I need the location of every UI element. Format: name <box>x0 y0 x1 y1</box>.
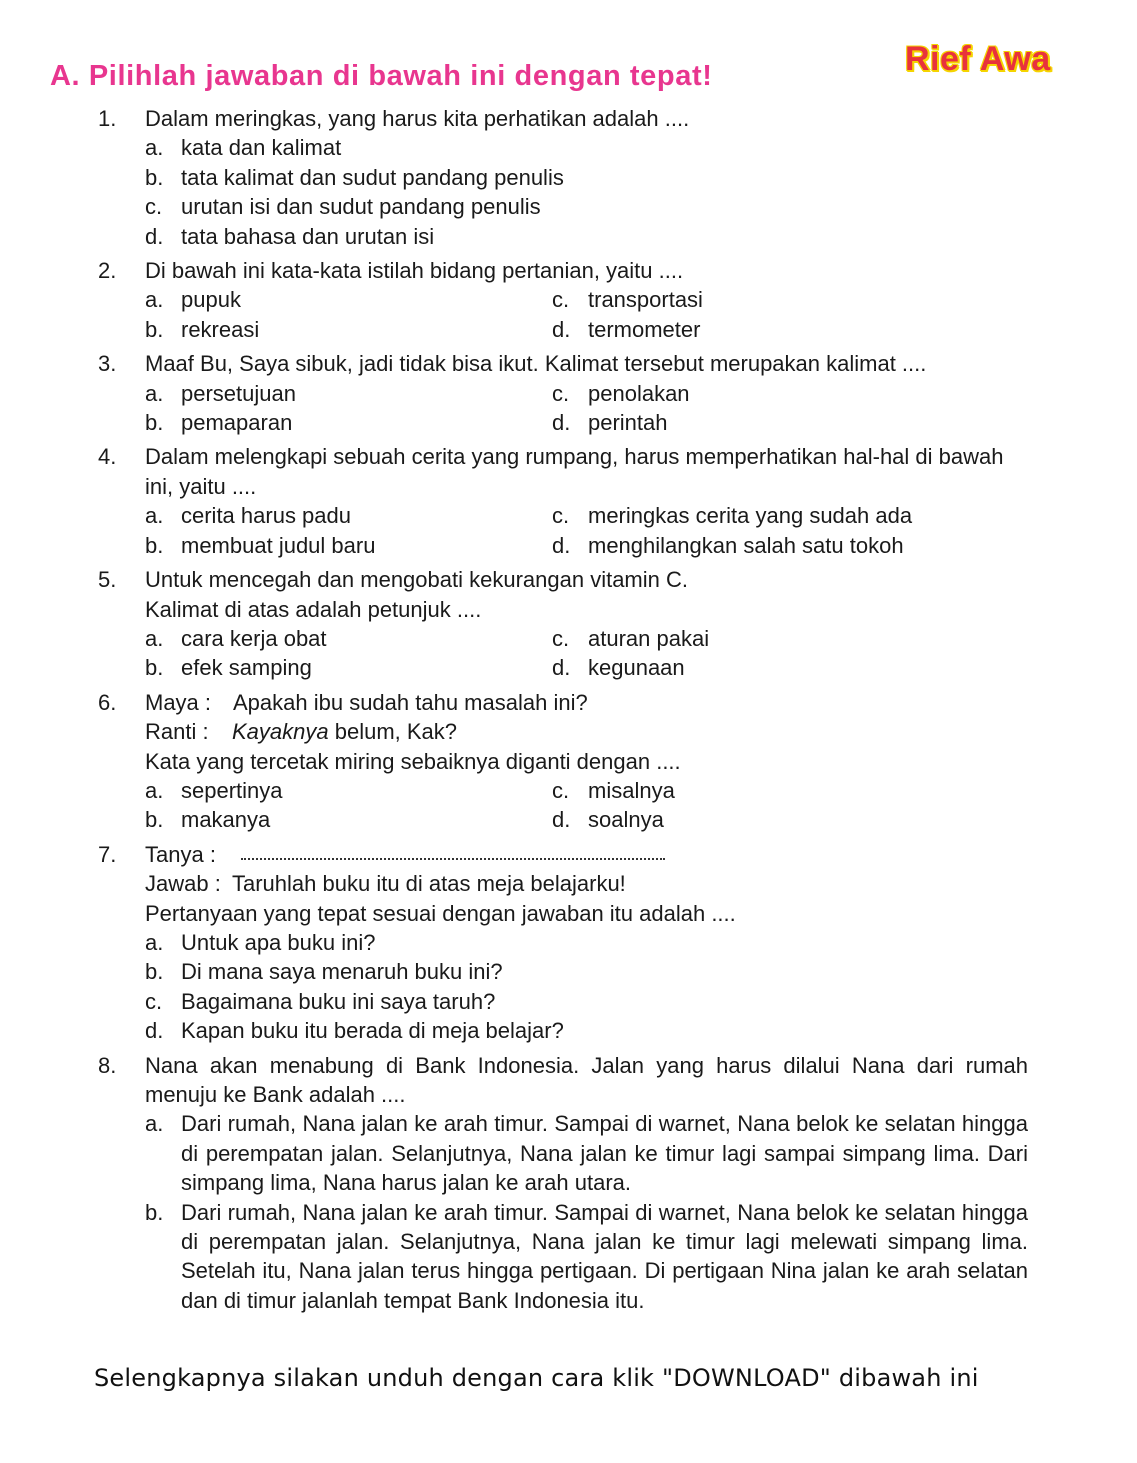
question-3 <box>98 349 1028 437</box>
section-title: A. Pilihlah jawaban di bawah ini dengan tepat! <box>50 60 713 92</box>
option-b[interactable]: b. tata kalimat dan sudut pandang penulis <box>145 164 564 190</box>
question-2 <box>98 256 1028 344</box>
option-c[interactable]: c. urutan isi dan sudut pandang penulis <box>145 194 541 220</box>
option-b[interactable]: b. pemaparan <box>145 410 293 436</box>
option-b[interactable]: b. Di mana saya menaruh buku ini? <box>145 959 503 985</box>
question-stem: Dalam meringkas, yang harus kita perhatikan adalah .... <box>145 106 690 131</box>
question-stem: Dalam melengkapi sebuah cerita yang rumpang, harus memperhatikan hal-hal di bawah ini, yaitu .... <box>145 444 1004 499</box>
question-6 <box>98 688 1028 835</box>
dialog-text: Taruhlah buku itu di atas meja belajarku! <box>232 871 626 897</box>
option-c[interactable]: c. misalnya <box>552 777 675 803</box>
question-7 <box>98 840 1028 1046</box>
brand-watermark: Rief Awa <box>905 40 1051 78</box>
option-a[interactable]: a. persetujuan <box>145 380 296 406</box>
option-d[interactable]: d. soalnya <box>552 807 664 833</box>
option-c[interactable]: c. meringkas cerita yang sudah ada <box>552 503 913 529</box>
option-d[interactable]: d. termometer <box>552 316 701 342</box>
question-number: 3. <box>98 351 117 377</box>
download-notice: Selengkapnya silakan unduh dengan cara klik "DOWNLOAD" dibawah ini <box>94 1364 979 1392</box>
speaker-label: Tanya : <box>145 841 216 867</box>
answer-blank <box>241 840 665 860</box>
option-a[interactable]: a. pupuk <box>145 287 241 313</box>
question-number: 7. <box>98 841 117 867</box>
dialog-line-2 <box>145 717 1028 746</box>
speaker-label: Jawab : <box>145 871 221 897</box>
question-stem: Pertanyaan yang tepat sesuai dengan jawaban itu adalah .... <box>145 900 736 926</box>
option-c[interactable]: c. aturan pakai <box>552 625 710 651</box>
option-a[interactable]: a. cerita harus padu <box>145 503 351 529</box>
option-a[interactable]: a. kata dan kalimat <box>145 135 342 161</box>
dialog-line-2 <box>145 869 1028 898</box>
option-a[interactable]: a. sepertinya <box>145 777 283 803</box>
option-a[interactable]: a. Untuk apa buku ini? <box>145 929 376 955</box>
dialog-line-1 <box>145 688 1028 717</box>
option-d[interactable]: d. Kapan buku itu berada di meja belajar? <box>145 1018 564 1044</box>
option-c[interactable]: c. Bagaimana buku ini saya taruh? <box>145 988 496 1014</box>
option-b[interactable]: b. rekreasi <box>145 316 260 342</box>
option-b[interactable]: b. Dari rumah, Nana jalan ke arah timur. Sampai di warnet, Nana belok ke selatan hingga di perempatan jalan. Selanjutnya, Nana jalan ke timur lagi melewati simpang lima. Setelah itu, Nana jalan terus hingga pertigaan. Di pertigaan Nina jalan ke arah selatan dan di timur jalanlah tempat Bank Indonesia itu. <box>145 1199 1028 1313</box>
option-d[interactable]: d. perintah <box>552 410 668 436</box>
question-stem: Untuk mencegah dan mengobati kekurangan vitamin C. <box>145 567 688 593</box>
question-8 <box>98 1051 1028 1316</box>
question-stem: Kata yang tercetak miring sebaiknya diganti dengan .... <box>145 748 681 774</box>
option-a[interactable]: a. Dari rumah, Nana jalan ke arah timur. Sampai di warnet, Nana belok ke selatan hingga di perempatan jalan. Selanjutnya, Nana jalan ke timur lagi sampai simpang lima. Dari simpang lima, Nana harus jalan ke arah utara. <box>145 1111 1028 1196</box>
option-d[interactable]: d. menghilangkan salah satu tokoh <box>552 532 904 558</box>
option-c[interactable]: c. penolakan <box>552 380 690 406</box>
speaker-label: Maya : <box>145 689 212 715</box>
question-5 <box>98 565 1028 683</box>
question-number: 1. <box>98 106 117 131</box>
option-b[interactable]: b. efek samping <box>145 655 312 681</box>
option-d[interactable]: d. kegunaan <box>552 655 685 681</box>
question-number: 2. <box>98 258 117 284</box>
question-list <box>98 104 1028 1315</box>
option-d[interactable]: d. tata bahasa dan urutan isi <box>145 223 435 249</box>
question-stem: Maaf Bu, Saya sibuk, jadi tidak bisa ikut. Kalimat tersebut merupakan kalimat .... <box>145 351 927 377</box>
option-b[interactable]: b. membuat judul baru <box>145 532 376 558</box>
italic-word: Kayaknya <box>232 719 329 745</box>
dialog-text: Apakah ibu sudah tahu masalah ini? <box>233 689 588 715</box>
question-number: 8. <box>98 1052 117 1078</box>
option-c[interactable]: c. transportasi <box>552 287 703 313</box>
dialog-line-1 <box>145 840 1028 869</box>
question-number: 4. <box>98 444 117 470</box>
question-stem: Nana akan menabung di Bank Indonesia. Jalan yang harus dilalui Nana dari rumah menuju ke Bank adalah .... <box>145 1052 1028 1107</box>
question-stem: Di bawah ini kata-kata istilah bidang pertanian, yaitu .... <box>145 258 684 284</box>
option-a[interactable]: a. cara kerja obat <box>145 625 327 651</box>
question-1 <box>98 104 1028 251</box>
speaker-label: Ranti : <box>145 719 209 745</box>
option-b[interactable]: b. makanya <box>145 807 271 833</box>
question-4 <box>98 442 1028 560</box>
question-stem-line-2: Kalimat di atas adalah petunjuk .... <box>145 596 482 622</box>
question-number: 6. <box>98 689 117 715</box>
dialog-text: belum, Kak? <box>328 719 458 745</box>
question-number: 5. <box>98 567 117 593</box>
